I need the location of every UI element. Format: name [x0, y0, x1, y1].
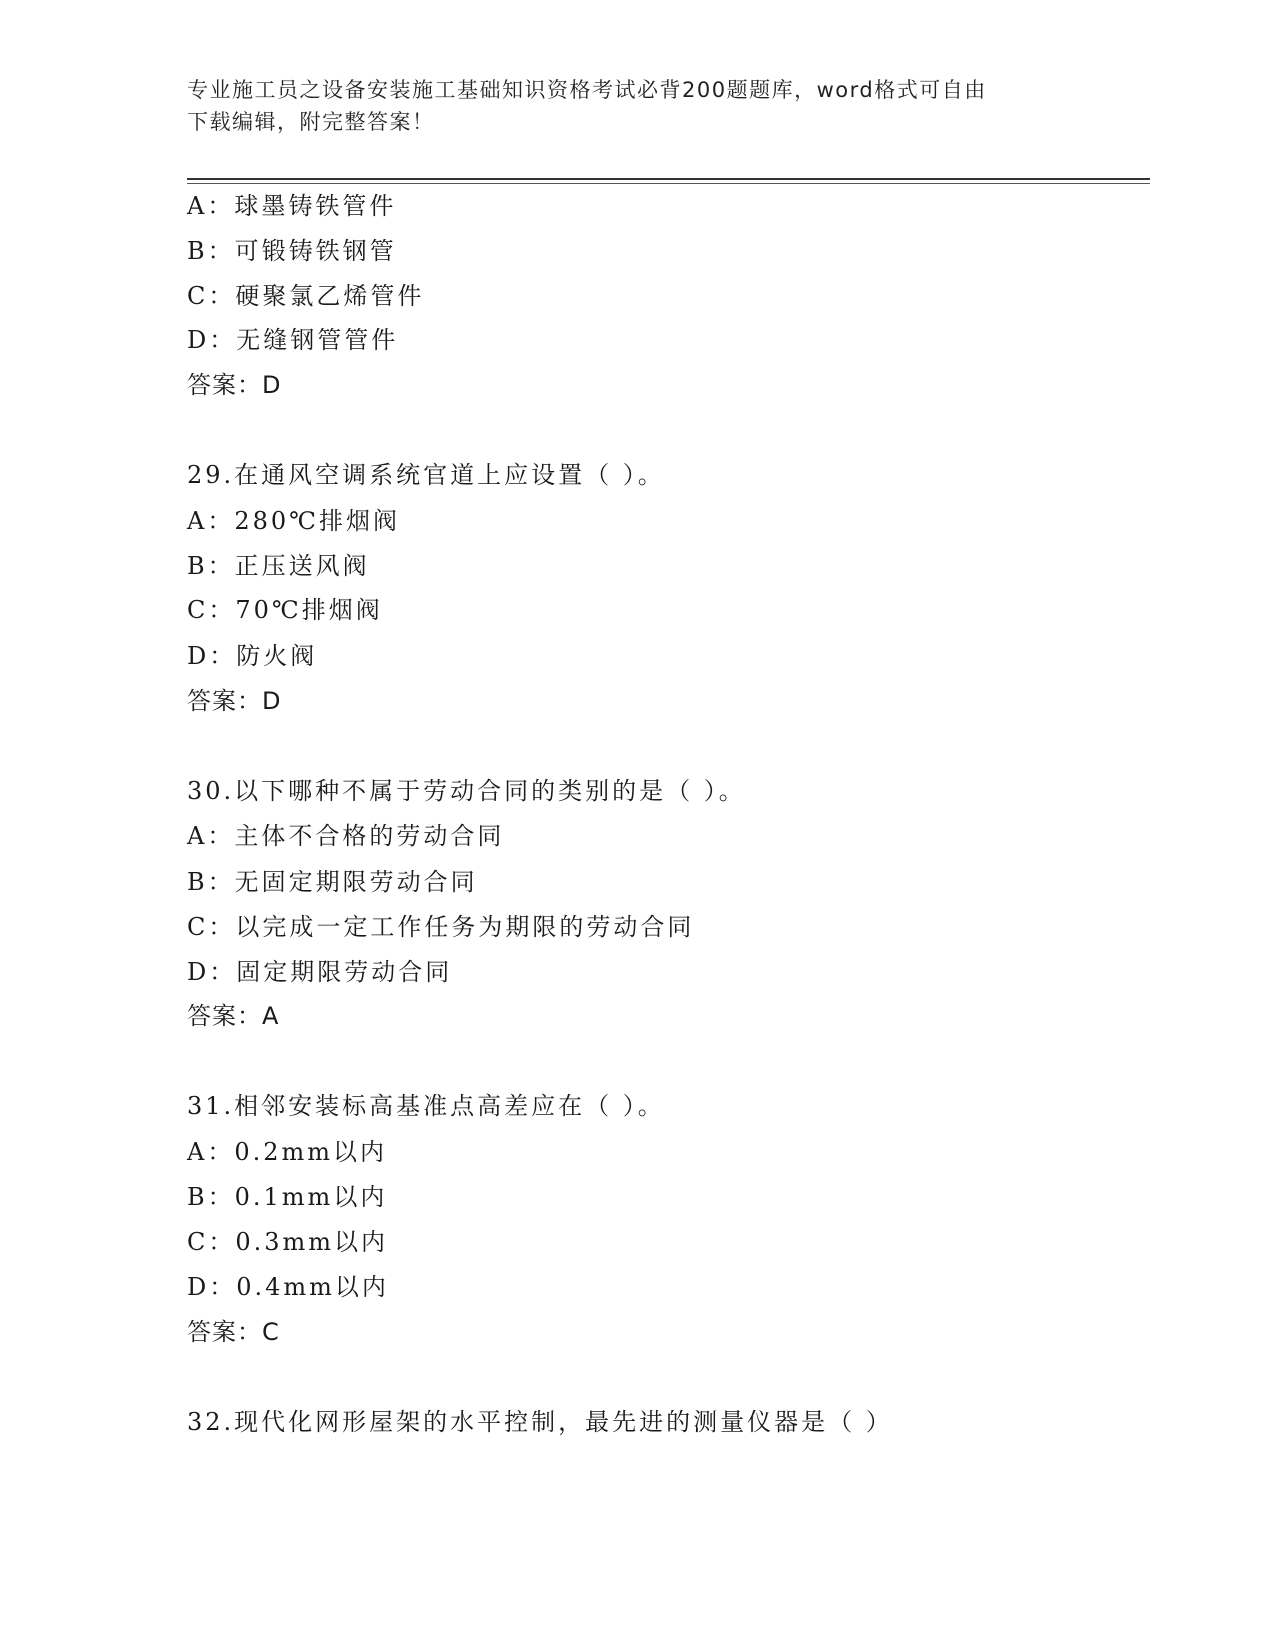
q31-question: 31.相邻安装标高基准点高差应在（ ）。 [187, 1092, 665, 1120]
q31-option-a: A：0.2mm以内 [187, 1138, 388, 1166]
q31-option-c: C：0.3mm以内 [187, 1228, 389, 1256]
q30-question: 30.以下哪种不属于劳动合同的类别的是（ ）。 [187, 777, 746, 805]
q30-option-d: D：固定期限劳动合同 [187, 958, 453, 986]
header-title-line-2: 下载编辑，附完整答案！ [187, 110, 435, 134]
header-title-line-1: 专业施工员之设备安装施工基础知识资格考试必背200题题库，word格式可自由 [187, 78, 987, 102]
header-divider-thick [187, 178, 1150, 180]
q28-option-a: A：球墨铸铁管件 [187, 192, 397, 220]
q32-question: 32.现代化网形屋架的水平控制，最先进的测量仪器是（ ） [187, 1408, 893, 1436]
q29-option-c: C：70℃排烟阀 [187, 596, 383, 624]
q29-option-d: D：防火阀 [187, 642, 318, 670]
q30-option-b: B：无固定期限劳动合同 [187, 868, 478, 896]
q28-option-d: D：无缝钢管管件 [187, 326, 399, 354]
q29-question: 29.在通风空调系统官道上应设置（ ）。 [187, 461, 665, 489]
q31-answer: 答案：C [187, 1318, 280, 1346]
q29-option-b: B：正压送风阀 [187, 552, 370, 580]
header-divider-thin [187, 183, 1150, 184]
document-header [187, 74, 1087, 138]
q30-answer: 答案：A [187, 1002, 280, 1030]
q31-option-d: D：0.4mm以内 [187, 1273, 389, 1301]
q30-option-c: C：以完成一定工作任务为期限的劳动合同 [187, 913, 695, 941]
q28-option-b: B：可锻铸铁钢管 [187, 237, 397, 265]
q31-option-b: B：0.1mm以内 [187, 1183, 388, 1211]
q29-answer: 答案：D [187, 687, 282, 715]
q30-option-a: A：主体不合格的劳动合同 [187, 822, 505, 850]
q28-option-c: C：硬聚氯乙烯管件 [187, 282, 425, 310]
q29-option-a: A：280℃排烟阀 [187, 507, 400, 535]
q28-answer: 答案：D [187, 371, 282, 399]
